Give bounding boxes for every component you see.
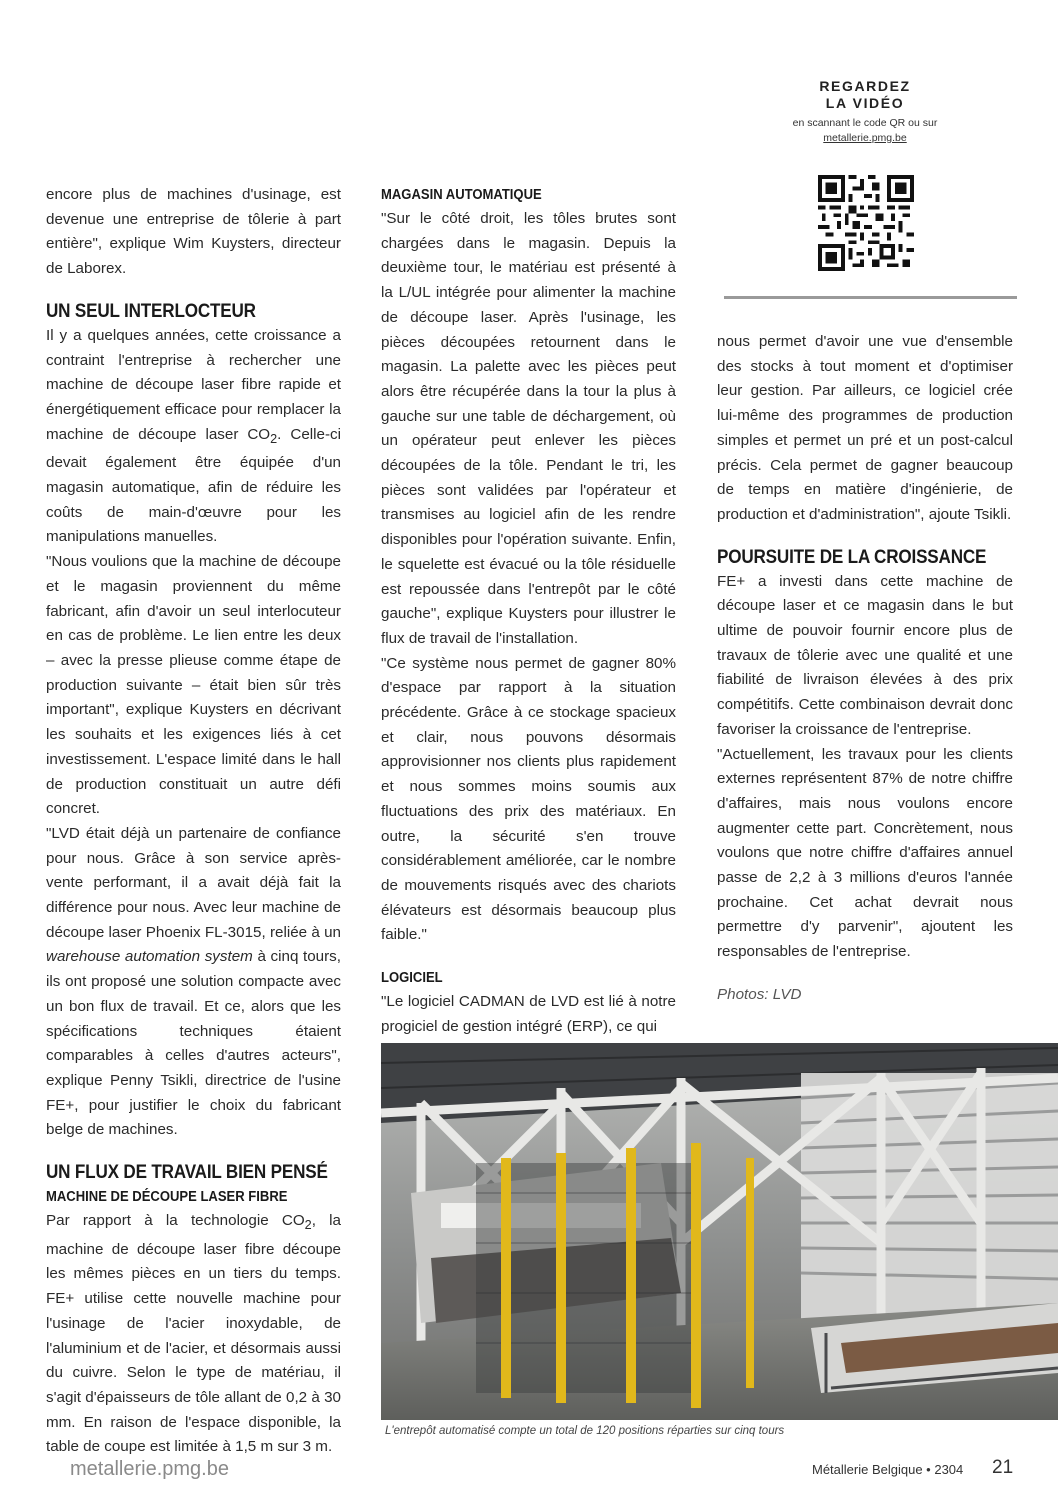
article-column-3 bbox=[717, 330, 1013, 1008]
subheading-machine: MACHINE DE DÉCOUPE LASER FIBRE bbox=[46, 1189, 288, 1206]
video-title bbox=[770, 78, 960, 112]
section-heading-flux: UN FLUX DE TRAVAIL BIEN PENSÉ bbox=[46, 1162, 328, 1184]
footer-magazine: Métallerie Belgique • 2304 bbox=[812, 1462, 964, 1477]
subheading-logiciel: LOGICIEL bbox=[381, 970, 443, 987]
section-heading-croissance: POURSUITE DE LA CROISSANCE bbox=[717, 546, 987, 568]
paragraph: Par rapport à la technologie $CO_2$, la machine de découpe laser fibre découpe les mêmes pièces en un tiers du temps. FE+ utilise cette nouvelle machine pour l'usinage de l'acier inoxydable, de l'aluminium et de l'acier, et désormais aussi du cuivre. Selon le type de matériau, il s'agit d'épaisseurs de tôle allant de 0,2 à 30 mm. En raison de l'espace disponible, la table de coupe est limitée à 1,5 m sur 3 m. bbox=[46, 1212, 341, 1456]
paragraph: "Nous voulions que la machine de découpe et le magasin proviennent du même fabricant, afin d'avoir un seul interlocuteur en cas de problème. Le lien entre les deux – avec la presse plieuse comme étape de production suivante – était bien sûr très important", explique Kuysters en décrivant les souhaits et les exigences liés à cet investissement. L'espace limité dans le hall de production constituait un autre défi concret. bbox=[46, 553, 341, 818]
footer-site[interactable]: metallerie.pmg.be bbox=[70, 1458, 229, 1480]
video-subtitle: en scannant le code QR ou sur bbox=[792, 117, 938, 129]
paragraph: encore plus de machines d'usinage, est devenue une entreprise de tôlerie à part entière", explique Wim Kuysters, directeur de Laborex. bbox=[46, 186, 341, 278]
subscript: 2 bbox=[304, 1218, 312, 1233]
warehouse-photo bbox=[381, 1043, 1058, 1420]
photo-caption: L'entrepôt automatisé compte un total de 120 positions réparties sur cinq tours bbox=[385, 1425, 785, 1437]
subscript: 2 bbox=[270, 431, 278, 446]
video-title-line2: LA VIDÉO bbox=[825, 95, 905, 111]
emphasis: warehouse automation system bbox=[46, 948, 253, 966]
paragraph: nous permet d'avoir une vue d'ensemble des stocks à tout moment et d'optimiser leur gestion. Par ailleurs, ce logiciel crée lui-même des programmes de production simples et permet un pré et un post-calcul précis. Cela permet de gagner beaucoup de temps en matière d'ingénierie, de production et d'administration", ajoute Tsikli. bbox=[717, 333, 1013, 523]
page-number: 21 bbox=[992, 1457, 1014, 1478]
paragraph: Il y a quelques années, cette croissance a contraint l'entreprise à rechercher une machine de découpe laser fibre rapide et énergétiquement efficace pour remplacer la machine de découpe laser $CO_2$. Celle-ci devait également être équipée d'un magasin automatique, afin de réduire les coûts de main-d'œuvre pour les manipulations manuelles. bbox=[46, 326, 341, 546]
paragraph: "Ce système nous permet de gagner 80% d'espace par rapport à la situation précédente. Grâce à ce stockage spacieux et clair, nous pouvons désormais approvisionner nos clients plus rapidement et nous sommes moins soumis aux fluctuations des prix des matériaux. En outre, la sécurité s'en trouve considérablement améliorée, car le nombre de mouvements risqués avec des chariots élévateurs est désormais beaucoup plus faible." bbox=[381, 654, 676, 944]
video-title-line1: REGARDEZ bbox=[819, 78, 911, 94]
qr-code-icon[interactable] bbox=[818, 175, 914, 271]
article-column-1 bbox=[46, 183, 341, 1460]
article-column-2 bbox=[381, 183, 676, 1040]
photo-credit: Photos: LVD bbox=[717, 985, 802, 1003]
video-link[interactable]: metallerie.pmg.be bbox=[823, 132, 907, 144]
paragraph: "Le logiciel CADMAN de LVD est lié à notre progiciel de gestion intégré (ERP), ce qui bbox=[381, 993, 676, 1035]
paragraph: "Actuellement, les travaux pour les clients externes représentent 87% de notre chiffre d'affaires, mais nous voulons encore augmenter cette part. Concrètement, nous voulons que notre chiffre d'affaires annuel passe de 2,2 à 3 millions d'euros l'année prochaine. Cet achat devrait nous permettre d'y parvenir", ajoutent les responsables de l'entreprise. bbox=[717, 745, 1013, 961]
video-callout bbox=[770, 78, 960, 145]
subheading-magasin: MAGASIN AUTOMATIQUE bbox=[381, 187, 542, 203]
paragraph: "LVD était déjà un partenaire de confiance pour nous. Grâce à son service après-vente performant, il a avait déjà fait la différence pour nous. Avec leur machine de découpe laser Phoenix FL-3015, reliée à un warehouse automation system à cinq tours, ils ont proposé une solution compacte avec un bon flux de travail. Et ce, alors que les spécifications techniques étaient comparables à celles d'autres acteurs", explique Penny Tsikli, directrice de l'usine FE+, pour justifier le choix du fabricant belge de machines. bbox=[46, 824, 341, 1139]
section-heading-interlocuteur: UN SEUL INTERLOCTEUR bbox=[46, 300, 256, 322]
paragraph: "Sur le côté droit, les tôles brutes sont chargées dans le magasin. Depuis la deuxième tour, le matériau est présenté à la L/UL intégrée pour alimenter la machine de découpe laser. Après l'usinage, les pièces découpées retournent dans le magasin. La palette avec les pièces peut alors être récupérée dans la tour la plus à gauche sur une table de déchargement, où un opérateur peut enlever les pièces découpées de la tôle. Pendant le tri, les pièces sont validées par l'opérateur et transmises au logiciel afin de les rendre disponibles pour l'opération suivante. Enfin, le squelette est évacué ou la tôle résiduelle est repoussée dans l'entrepôt par le côté gauche", explique Kuysters pour illustrer le flux de travail de l'installation. bbox=[381, 210, 676, 647]
column-divider bbox=[724, 296, 1017, 299]
paragraph: FE+ a investi dans cette machine de découpe laser et ce magasin dans le but ultime de pouvoir fournir encore plus de travaux de tôlerie avec une qualité et une fiabilité de livraison élevées à des prix compétitifs. Cette combinaison devrait donc favoriser la croissance de l'entreprise. bbox=[717, 572, 1013, 738]
